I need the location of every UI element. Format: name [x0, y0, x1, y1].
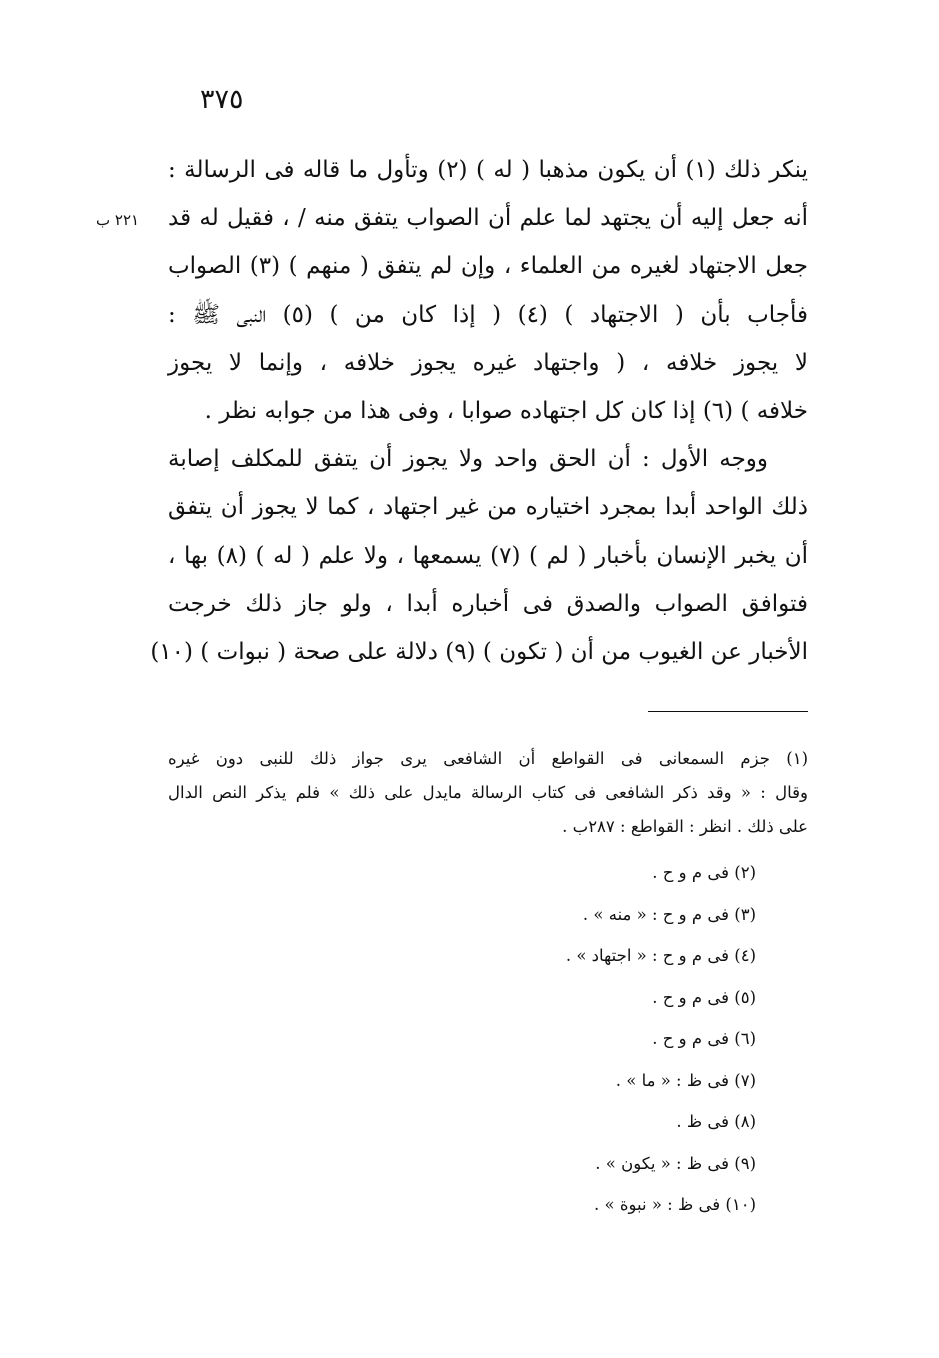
footnote-line: على ذلك . انظر : القواطع : ٢٨٧ب . [562, 817, 808, 836]
footnote-line: (١) جزم السمعانى فى القواطع أن الشافعى يرى جواز ذلك للنبى دون غيره [168, 749, 808, 768]
text-line: فتوافق الصواب والصدق فى أخباره أبدا ، ولو جاز ذلك خرجت [168, 590, 808, 617]
text-line: الأخبار عن الغيوب من أن ( تكون ) (٩) دلالة على صحة ( نبوات ) (١٠) [150, 639, 808, 666]
footnote-10: (١٠) فى ظ : « نبوة » . [594, 1195, 756, 1214]
footnote-4: (٤) فى م و ح : « اجتهاد » . [565, 946, 756, 965]
footnote-6: (٦) فى م و ح . [652, 1029, 756, 1048]
footnotes-section [168, 742, 808, 1226]
text-line: ذلك الواحد أبدا بمجرد اختياره من غير اجتهاد ، كما لا يجوز أن يتفق [168, 494, 808, 521]
text-line: لا يجوز خلافه ، ( واجتهاد غيره يجوز خلافه ، وإنما لا يجوز [168, 349, 808, 376]
footnote-separator [648, 711, 808, 712]
footnote-3: (٣) فى م و ح : « منه » . [582, 904, 756, 924]
text-line: فأجاب بأن ( الاجتهاد ) (٤) ( إذا كان من ) (٥) النبى ﷺ : [168, 301, 809, 328]
footnote-5: (٥) فى م و ح . [652, 987, 756, 1007]
text-line: أنه جعل إليه أن يجتهد لما علم أن الصواب يتفق منه / ، فقيل له قد [168, 205, 808, 232]
footnote-1 [168, 742, 808, 844]
footnote-7: (٧) فى ظ : « ما » . [615, 1070, 756, 1090]
footnote-2: (٢) فى م و ح . [652, 863, 756, 882]
text-line: جعل الاجتهاد لغيره من العلماء ، وإن لم يتفق ( منهم ) (٣) الصواب [168, 253, 808, 280]
footnote-9: (٩) فى ظ : « يكون » . [595, 1153, 756, 1173]
text-line: ووجه الأول : أن الحق واحد ولا يجوز أن يتفق للمكلف إصابة [168, 446, 768, 473]
footnote-8: (٨) فى ظ . [676, 1112, 756, 1131]
margin-folio-note: ٢٢١ ب [96, 211, 140, 229]
text-line: ينكر ذلك (١) أن يكون مذهبا ( له ) (٢) وتأول ما قاله فى الرسالة : [168, 157, 808, 183]
text-line: خلافه ) (٦) إذا كان كل اجتهاده صوابا ، وفى هذا من جوابه نظر . [204, 398, 808, 425]
main-text-body [150, 146, 809, 676]
footnote-line: وقال : « وقد ذكر الشافعى فى كتاب الرسالة مايدل على ذلك » فلم يذكر النص الدال [168, 783, 808, 802]
text-line: أن يخبر الإنسان بأخبار ( لم ) (٧) يسمعها ، ولا علم ( له ) (٨) بها ، [168, 542, 808, 569]
page-number: ٣٧٥ [200, 84, 244, 115]
